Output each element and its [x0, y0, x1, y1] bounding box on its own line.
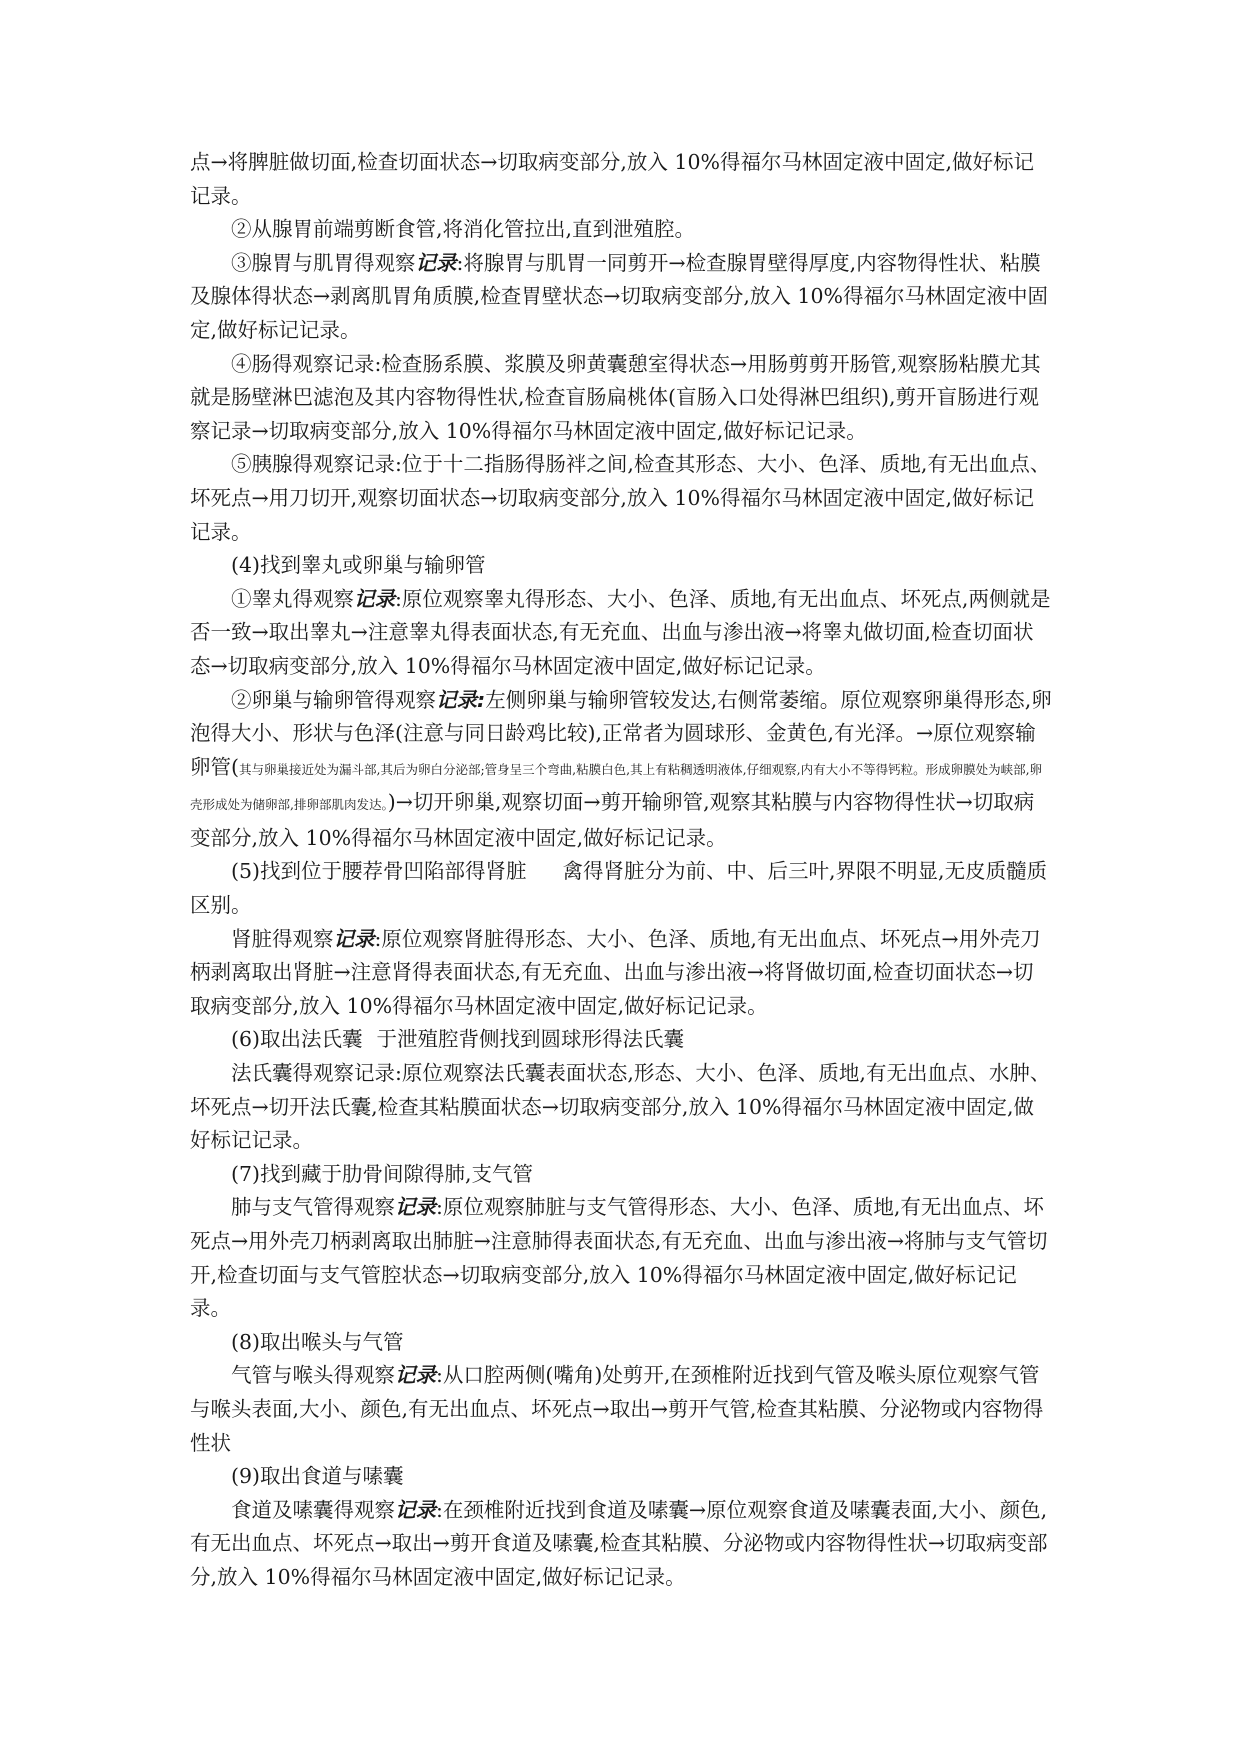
text: :将腺胃与肌胃一同剪开→检查腺胃壁得厚度,内容物得性状、粘膜及腺体得状态→剥离肌胃角质膜,检查胃壁状态→切取病变部分,放入 10%得福尔马林固定液中固定,做好标记记录。	[190, 250, 1048, 342]
paragraph-trachea	[190, 1359, 1054, 1460]
document-page	[190, 146, 1054, 1595]
keyword-record: 记录	[395, 1497, 436, 1522]
paragraph-esophagus-cut: ②从腺胃前端剪断食管,将消化管拉出,直到泄殖腔。	[231, 217, 696, 242]
text: (5)找到位于腰荐骨凹陷部得肾脏	[231, 859, 527, 884]
text: 气管与喉头得观察	[231, 1363, 395, 1388]
heading-larynx: (8)取出喉头与气管	[231, 1329, 404, 1354]
heading-lung: (7)找到藏于肋骨间隙得肺,支气管	[231, 1161, 534, 1186]
paragraph-bursa: 法氏囊得观察记录:原位观察法氏囊表面状态,形态、大小、色泽、质地,有无出血点、水肿、坏死点→切开法氏囊,检查其粘膜面状态→切取病变部分,放入 10%得福尔马林固定液中固定,做好标记记录。	[190, 1061, 1051, 1153]
text: (6)取出法氏囊	[231, 1027, 363, 1052]
paragraph-stomach	[190, 247, 1054, 348]
text: 肺与支气管得观察	[231, 1195, 395, 1220]
keyword-record: 记录	[395, 1363, 436, 1388]
keyword-record: 记录	[333, 926, 375, 951]
paragraph-testis	[190, 583, 1054, 684]
heading-kidney	[190, 855, 1054, 922]
paragraph-kidney	[190, 923, 1054, 1024]
keyword-record: 记录	[354, 586, 395, 611]
text: 食道及嗉囊得观察	[231, 1497, 395, 1522]
text: )→切开卵巢,观察切面→剪开输卵管,观察其粘膜与内容物得性状→切取病变部分,放入 10%得福尔马林固定液中固定,做好标记记录。	[190, 790, 1035, 850]
text: 于泄殖腔背侧找到圆球形得法氏囊	[376, 1027, 685, 1052]
text: 禽得肾脏分为前、中、后三叶,界限不明显,无皮质髓质区别。	[190, 859, 1048, 918]
text: 肾脏得观察	[231, 926, 334, 951]
paragraph-lung	[190, 1191, 1054, 1325]
text: ②卵巢与输卵管得观察	[231, 687, 436, 712]
small-note: 其与卵巢接近处为漏斗部,其后为卵白分泌部;管身呈三个弯曲,粘膜白色,其上有粘稠透明液体,仔细观察,内有大小不等得钙粒。形成卵膜处为峡部,卵壳形成处为储卵部,排卵部肌肉发达。	[190, 761, 1043, 813]
text: :原位观察肾脏得形态、大小、色泽、质地,有无出血点、坏死点→用外壳刀柄剥离取出肾脏→注意肾得表面状态,有无充血、出血与渗出液→将肾做切面,检查切面状态→切取病变部分,放入 10%得福尔马林固定液中固定,做好标记记录。	[190, 926, 1041, 1018]
text: :在颈椎附近找到食道及嗉囊→原位观察食道及嗉囊表面,大小、颜色,有无出血点、坏死点→取出→剪开食道及嗉囊,检查其粘膜、分泌物或内容物得性状→切取病变部分,放入 10%得福尔马林固定液中固定,做好标记记录。	[190, 1497, 1048, 1589]
keyword-record: 记录	[395, 1195, 436, 1220]
paragraph-pancreas: ⑤胰腺得观察记录:位于十二指肠得肠袢之间,检查其形态、大小、色泽、质地,有无出血点、坏死点→用刀切开,观察切面状态→切取病变部分,放入 10%得福尔马林固定液中固定,做好标记记录。	[190, 452, 1051, 544]
paragraph-crop	[190, 1494, 1054, 1595]
text: :原位观察肺脏与支气管得形态、大小、色泽、质地,有无出血点、坏死点→用外壳刀柄剥离取出肺脏→注意肺得表面状态,有无充血、出血与渗出液→将肺与支气管切开,检查切面与支气管腔状态→切取病变部分,放入 10%得福尔马林固定液中固定,做好标记记录。	[190, 1195, 1048, 1321]
text: ①睾丸得观察	[231, 586, 354, 611]
text: :从口腔两侧(嘴角)处剪开,在颈椎附近找到气管及喉头原位观察气管与喉头表面,大小、颜色,有无出血点、坏死点→取出→剪开气管,检查其粘膜、分泌物或内容物得性状	[190, 1363, 1044, 1455]
text: ③腺胃与肌胃得观察	[231, 250, 416, 275]
heading-testis-ovary: (4)找到睾丸或卵巢与输卵管	[231, 553, 486, 578]
text: :原位观察睾丸得形态、大小、色泽、质地,有无出血点、坏死点,两侧就是否一致→取出睾丸→注意睾丸得表面状态,有无充血、出血与渗出液→将睾丸做切面,检查切面状态→切取病变部分,放入 10%得福尔马林固定液中固定,做好标记记录。	[190, 586, 1051, 678]
heading-crop: (9)取出食道与嗉囊	[231, 1464, 404, 1489]
keyword-record: 记录:	[436, 687, 486, 712]
paragraph-ovary	[190, 684, 1054, 856]
keyword-record: 记录	[415, 250, 457, 275]
text: 左侧卵巢与输卵管较发达,右侧常萎缩。原位观察卵巢得形态,卵泡得大小、形状与色泽(注意与同日龄鸡比较),正常者为圆球形、金黄色,有光泽。→原位观察输卵管(	[190, 687, 1052, 779]
paragraph-intestine: ④肠得观察记录:检查肠系膜、浆膜及卵黄囊憩室得状态→用肠剪剪开肠管,观察肠粘膜尤其就是肠壁淋巴滤泡及其内容物得性状,检查盲肠扁桃体(盲肠入口处得淋巴组织),剪开盲肠进行观察记录→切取病变部分,放入 10%得福尔马林固定液中固定,做好标记记录。	[190, 351, 1041, 443]
paragraph-spleen-end: 点→将脾脏做切面,检查切面状态→切取病变部分,放入 10%得福尔马林固定液中固定,做好标记记录。	[190, 150, 1034, 208]
heading-bursa	[190, 1023, 1054, 1057]
